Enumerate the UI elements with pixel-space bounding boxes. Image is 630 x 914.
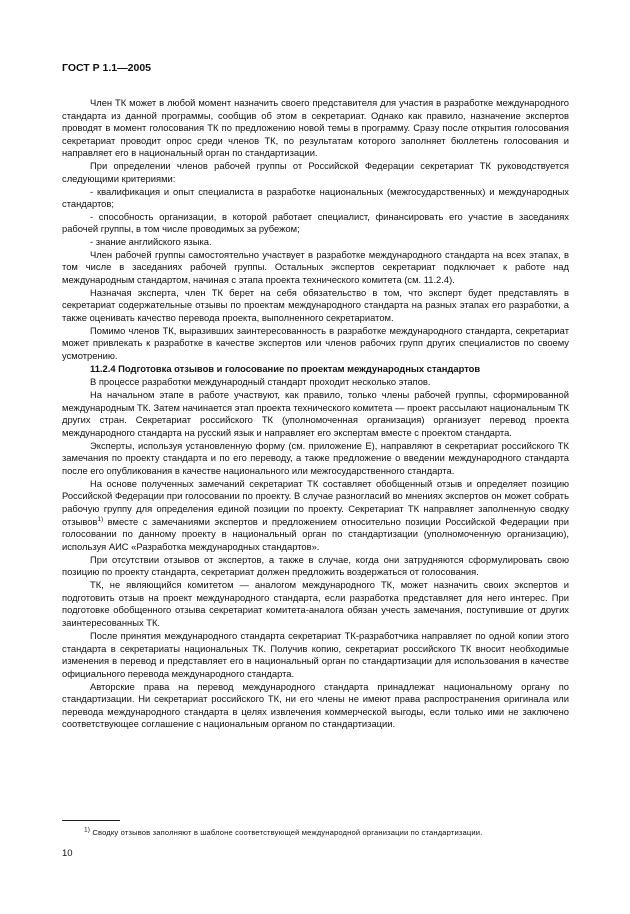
paragraph: После принятия международного стандарта секретариат ТК-разработчика направляет по одной копии этого стандарта в секретариаты национальных ТК. Получив копию, секретариат российского ТК вносит необходимые изменения в перевод и представляет его в национальный орган по стандартизации для использования в качестве официального перевода международного стандарта. (62, 629, 569, 679)
paragraph: При определении членов рабочей группы от Российской Федерации секретариат ТК руководствуется следующими критериями: (62, 160, 569, 184)
paragraph: Назначая эксперта, член ТК берет на себя обязательство в том, что эксперт будет представлять в секретариат содержательные отзывы по проектам международного стандарта на разных этапах его разработки, а также оценивать качество перевода проекта, выполненного секретариатом. (62, 286, 569, 323)
section-heading: 11.2.4 Подготовка отзывов и голосование по проектам международных стандартов (90, 363, 481, 375)
footnote (84, 828, 574, 838)
paragraph: Член ТК может в любой момент назначить своего представителя для участия в разработке международного стандарта из данной программы, сообщив об этом в секретариат. Однако как правило, назначение экспертов проводят в момент голосования ТК по предложению новой темы в программу. Сразу после открытия голосования секретариат проводит опрос среди членов ТК, по результатам которого заполняет бюллетень голосования и направляет его в национальный орган по стандартизации. (62, 97, 569, 159)
list-item: - способность организации, в которой работает специалист, финансировать его участие в заседаниях рабочей группы, в том числе проводимых за рубежом; (62, 210, 569, 235)
paragraph: Член рабочей группы самостоятельно участвует в разработке международного стандарта на всех этапах, в том числе в заседаниях рабочей группы. Остальных экспертов секретариат подключает к работе над международным стандартом, начиная с этапа проекта технического комитета (см. 11.2.4). (62, 248, 569, 285)
footnote-text: Сводку отзывов заполняют в шаблоне соответствующей международной организации по стандартизации. (90, 828, 483, 837)
paragraph: В процессе разработки международный стандарт проходит несколько этапов. (90, 376, 431, 388)
list-item: - квалификация и опыт специалиста в разработке национальных (межгосударственных) и международных стандартов; (62, 185, 569, 210)
paragraph: На начальном этапе в работе участвуют, как правило, только члены рабочей группы, сформированной международным ТК. Затем начинается этап проекта технического комитета — проект рассылают национальным ТК других стран. Секретариат российского ТК (уполномоченная организация) организует перевод проекта международного стандарта на русский язык и направляет его экспертам вместе с проектом стандарта. (62, 389, 569, 438)
footnote-reference[interactable]: 1) (97, 515, 104, 523)
footnote-divider (62, 820, 120, 821)
paragraph (62, 478, 569, 553)
paragraph-text: вместе с замечаниями экспертов и предложением относительно позиции Российской Федерации при голосовании по данному проекту в национальный орган по стандартизации (уполномоченную организацию), используя АИС «Разработка международных стандартов». (62, 515, 569, 552)
paragraph: ТК, не являющийся комитетом — аналогом международного ТК, может назначить своих экспертов и подготовить отзыв на проект международного стандарта, если разработка представляет для него интерес. При подготовке обобщенного отзыва секретариат комитета-аналога обязан учесть замечания, поступившие от других заинтересованных ТК. (62, 579, 569, 628)
page-number: 10 (62, 848, 73, 859)
paragraph: Помимо членов ТК, выразивших заинтересованность в разработке международного стандарта, секретариат может привлекать к разработке в качестве экспертов или членов рабочих групп других специалистов по своему усмотрению. (62, 324, 569, 361)
paragraph: Авторские права на перевод международного стандарта принадлежат национальному органу по стандартизации. Ни секретариат российского ТК, ни его члены не имеют права распространения оригинала или перевода международного стандарта в целях извлечения коммерческой выгоды, если только ими не заключено соответствующее соглашение с национальным органом по стандартизации. (62, 680, 569, 730)
list-item: - знание английского языка. (90, 236, 212, 248)
paragraph: Эксперты, используя установленную форму (см. приложение Е), направляют в секретариат российского ТК замечания по проекту стандарта и по его переводу, а также предложение о введении международного стандарта после его опубликования в качестве национального или межгосударственного стандарта. (62, 439, 569, 476)
paragraph-text: На основе полученных замечаний секретариат ТК составляет обобщенный отзыв и определяет позицию Российской Федерации при голосовании по проекту. В случае разногласий во мнениях экспертов он может собрать рабочую группу для определения единой позиции по проекту. Секретариат ТК направляет заполненную сводку отзывов (62, 477, 569, 527)
document-body (62, 97, 569, 731)
footnote-mark: 1) (84, 826, 91, 834)
document-header: ГОСТ Р 1.1—2005 (62, 62, 152, 74)
paragraph: При отсутствии отзывов от экспертов, а также в случае, когда они затрудняются сформулировать свою позицию по проекту стандарта, секретариат должен предложить воздержаться от голосования. (62, 553, 569, 578)
